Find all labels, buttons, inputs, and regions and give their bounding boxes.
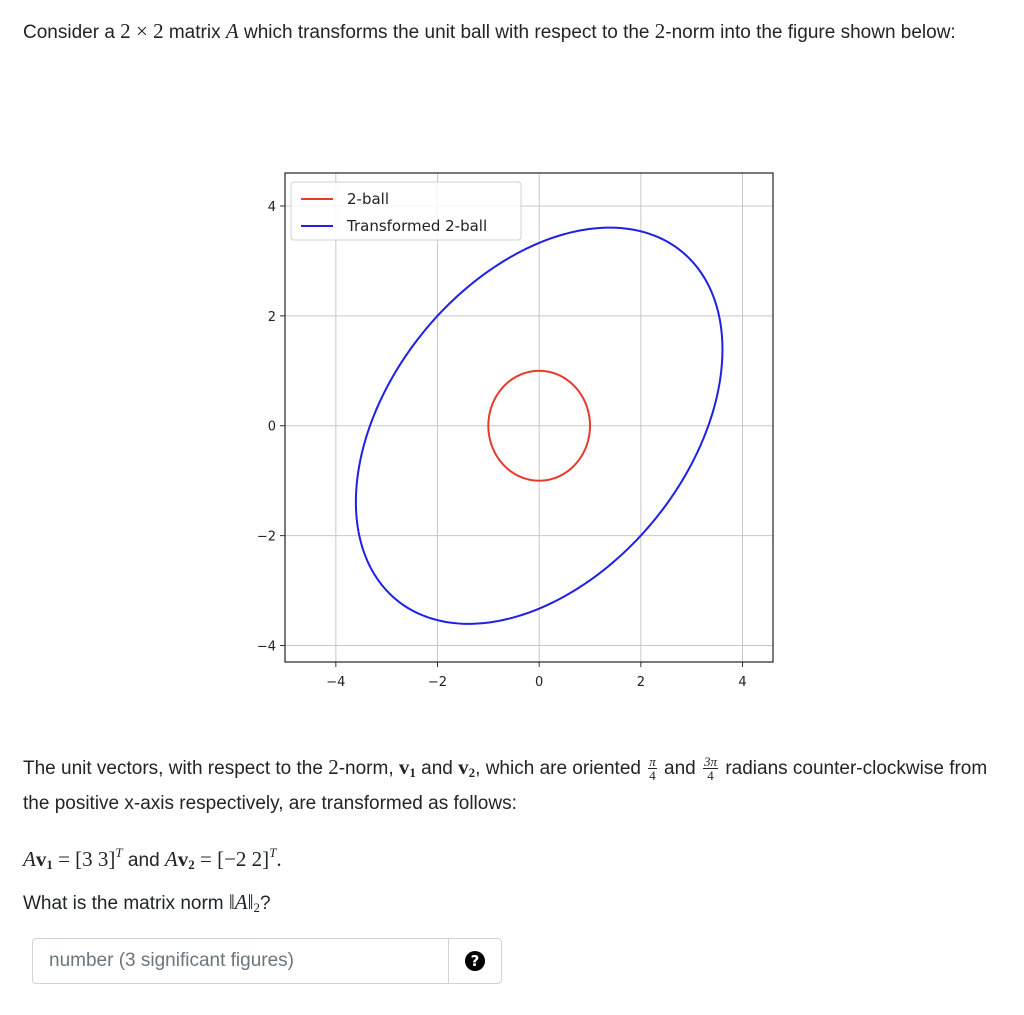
y-tick-label: 0 bbox=[267, 419, 276, 435]
question-unit-vectors: The unit vectors, with respect to the 2-norm, $v_1$ and $v_2$, which are oriented $\frac{\pi}{4}$ and $\frac{3\pi}{4}$ radians counter-clockwise from the positive x-axis respectively, are transformed as follows: bbox=[23, 753, 988, 814]
x-tick-label: −4 bbox=[326, 675, 346, 690]
y-tick-label: −4 bbox=[256, 639, 276, 655]
question-mark-icon: ? bbox=[465, 951, 485, 971]
angle-3pi-over-4: $\frac{3\pi}{4}$ bbox=[704, 753, 718, 783]
answer-group bbox=[32, 938, 502, 984]
x-tick-label: 4 bbox=[738, 675, 747, 690]
x-tick-label: −2 bbox=[427, 675, 448, 690]
x-tick-label: 2 bbox=[636, 675, 645, 690]
legend-label: 2-ball bbox=[347, 190, 390, 208]
question-intro: Consider a 2 × 2 matrix A which transforms the unit ball with respect to the 2-norm into the figure shown below: bbox=[23, 19, 956, 43]
question-prompt: What is the matrix norm $‖A‖_2$? bbox=[23, 890, 271, 915]
y-tick-label: 2 bbox=[267, 309, 276, 325]
y-tick-label: 4 bbox=[267, 199, 276, 215]
y-tick-label: −2 bbox=[256, 529, 276, 545]
legend-label: Transformed 2-ball bbox=[347, 217, 488, 235]
angle-pi-over-4: $\frac{\pi}{4}$ bbox=[649, 753, 656, 783]
transformation-equations: $Av_1 = [3$ 3]$^T$ and $Av_2 = [-2$ 2]$^T$. bbox=[23, 845, 282, 872]
answer-input[interactable] bbox=[33, 939, 448, 983]
help-button[interactable] bbox=[448, 939, 501, 983]
x-tick-label: 0 bbox=[535, 675, 544, 690]
